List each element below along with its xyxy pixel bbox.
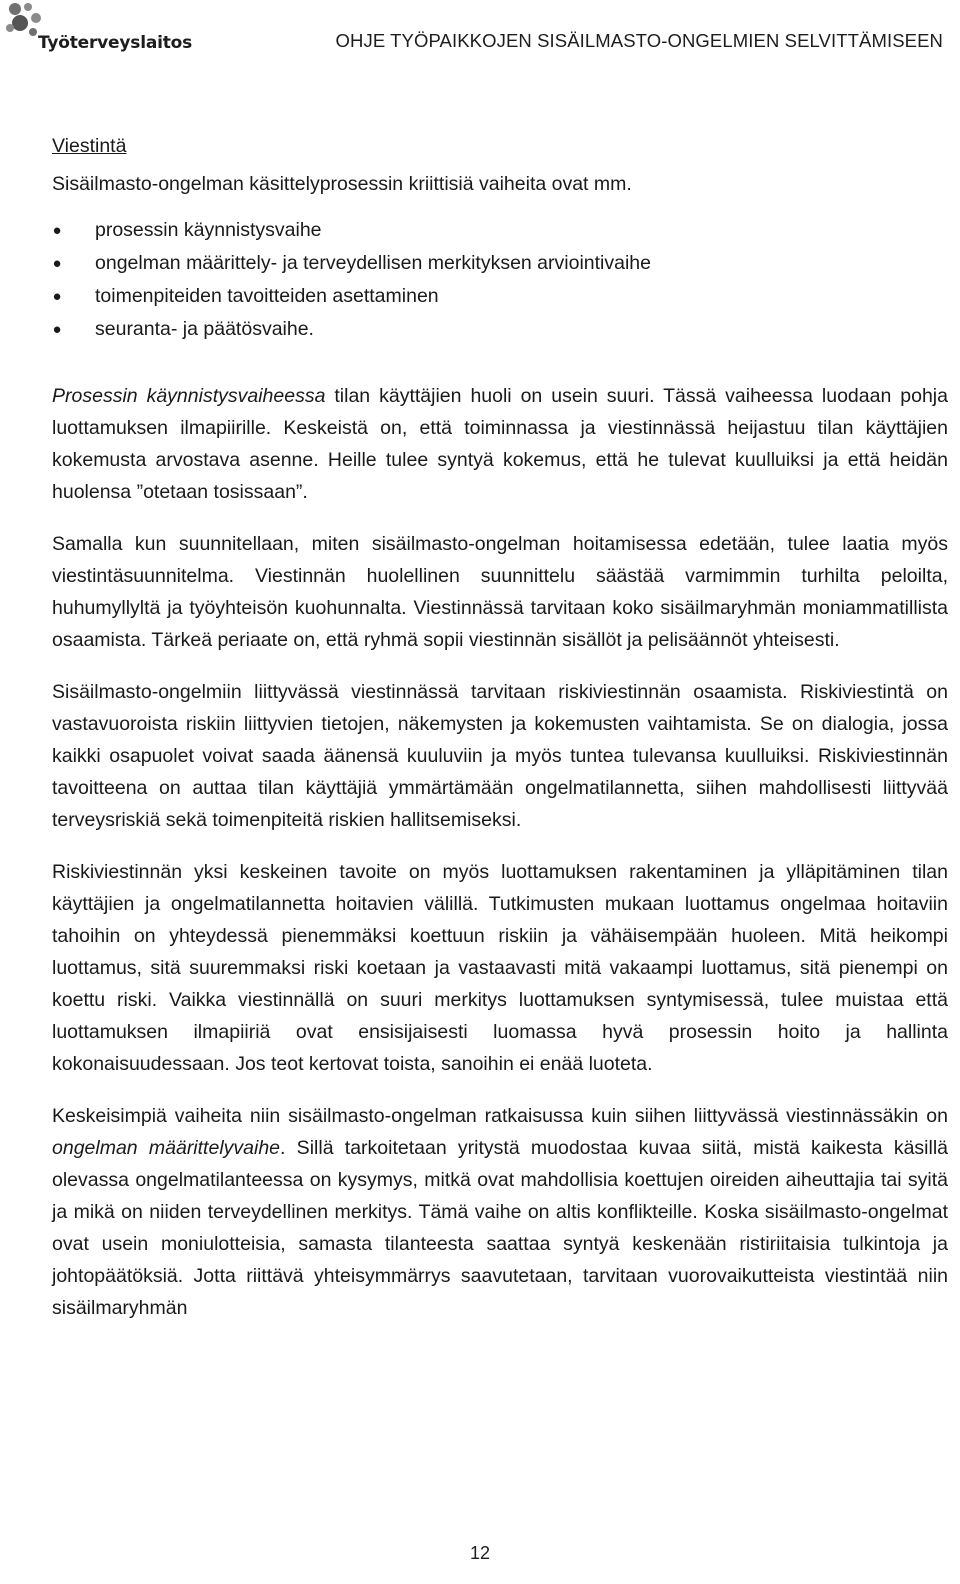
emphasis-startup-phase: Prosessin käynnistysvaiheessa xyxy=(52,385,326,407)
paragraph-risk-communication: Sisäilmasto-ongelmiin liittyvässä viestinnässä tarvitaan riskiviestinnän osaamista. Riskiviestintä on vastavuoroista riskiin liittyvien tietojen, näkemysten ja kokemusten vaihtamista. Se on dialogia, jossa kaikki osapuolet voivat saada äänensä kuuluviin ja myös tuntea tulevansa kuulluiksi. Riskiviestinnän tavoitteena on auttaa tilan käyttäjiä ymmärtämään ongelmatilannetta, siihen mahdollisesti liittyvää terveysriskiä sekä toimenpiteitä riskien hallitsemiseksi. xyxy=(52,681,948,831)
paragraph-communication-plan: Samalla kun suunnitellaan, miten sisäilmasto-ongelman hoitamisessa edetään, tulee laatia myös viestintäsuunnitelma. Viestinnän huolellinen suunnittelu säästää varmimmin turhilta peloilta, huhumyllyltä ja työyhteisön kuohunnalta. Viestinnässä tarvitaan koko sisäilmaryhmän moniammatillista osaamista. Tärkeä periaate on, että ryhmä sopii viestinnän sisällöt ja pelisäännöt yhteisesti. xyxy=(52,533,948,651)
list-item-text: seuranta- ja päätösvaihe. xyxy=(95,318,314,340)
paragraph-text: . Sillä tarkoitetaan yritystä muodostaa kuvaa siitä, mistä kaikesta käsillä olevassa ongelmatilanteessa on kysymys, mitkä ovat mahdollisia koettujen oireiden aiheuttajia tai syitä ja mikä on niiden terveydellinen merkitys. Tämä vaihe on altis konflikteille. Koska sisäilmasto-ongelmat ovat usein moniulotteisia, samasta tilanteesta saattaa syntyä keskenään ristiriitaisia tulkintoja ja johtopäätöksiä. Jotta riittävä yhteisymmärrys saavutetaan, tarvitaan vuorovaikutteista viestintää niin sisäilmaryhmän xyxy=(52,1137,949,1319)
logo xyxy=(6,2,193,58)
bullet-icon: ● xyxy=(52,222,62,239)
page-content xyxy=(52,130,948,1344)
logo-text: Työterveyslaitos xyxy=(38,33,193,53)
paragraph-text: Keskeisimpiä vaiheita niin sisäilmasto-ongelman ratkaisussa kuin siihen liittyvässä viestinnässäkin on xyxy=(52,1105,948,1127)
paragraph-definition-phase xyxy=(52,1100,948,1324)
list-item xyxy=(52,280,948,313)
emphasis-definition-phase: ongelman määrittelyvaihe xyxy=(52,1137,281,1159)
bullet-icon: ● xyxy=(52,321,62,338)
document-title: OHJE TYÖPAIKKOJEN SISÄILMASTO-ONGELMIEN SELVITTÄMISEEN xyxy=(335,30,943,51)
intro-text: Sisäilmasto-ongelman käsittelyprosessin kriittisiä vaiheita ovat mm. xyxy=(52,173,632,195)
list-item xyxy=(52,247,948,280)
paragraph-startup-phase xyxy=(52,380,948,508)
bullet-icon: ● xyxy=(52,255,62,272)
page-header xyxy=(0,0,960,66)
section-title: Viestintä xyxy=(52,135,127,157)
list-item xyxy=(52,313,948,346)
bullet-icon: ● xyxy=(52,288,62,305)
list-item xyxy=(52,214,948,247)
process-steps-list xyxy=(52,214,948,346)
paragraph-trust: Riskiviestinnän yksi keskeinen tavoite on myös luottamuksen rakentaminen ja ylläpitäminen tilan käyttäjien ja ongelmatilannetta hoitavien välillä. Tutkimusten mukaan luottamus ongelmaa hoitaviin tahoihin on yhteydessä pienemmäksi koettuun riskiin ja vähäisempään huoleen. Mitä heikompi luottamus, sitä suuremmaksi riski koetaan ja vastaavasti mitä vakaampi luottamus, sitä pienempi on koettu riski. Vaikka viestinnällä on suuri merkitys luottamuksen syntymisessä, tulee muistaa että luottamuksen ilmapiiriä ovat ensisijaisesti luomassa hyvä prosessin hoito ja hallinta kokonaisuudessaan. Jos teot kertovat toista, sanoihin ei enää luoteta. xyxy=(52,861,948,1075)
list-item-text: toimenpiteiden tavoitteiden asettaminen xyxy=(95,285,439,307)
page-number: 12 xyxy=(469,1543,491,1563)
paragraph-text: tilan käyttäjien huoli on usein suuri. Tässä vaiheessa luodaan pohja luottamuksen ilmapiirille. Keskeistä on, että toiminnassa ja viestinnässä heijastuu tilan käyttäjien kokemusta arvostava asenne. Heille tulee syntyä kokemus, että he tulevat kuulluiksi ja että heidän huolensa ”otetaan tosissaan”. xyxy=(52,385,948,503)
list-item-text: ongelman määrittely- ja terveydellisen merkityksen arviointivaihe xyxy=(95,252,651,274)
list-item-text: prosessin käynnistysvaihe xyxy=(95,219,322,241)
